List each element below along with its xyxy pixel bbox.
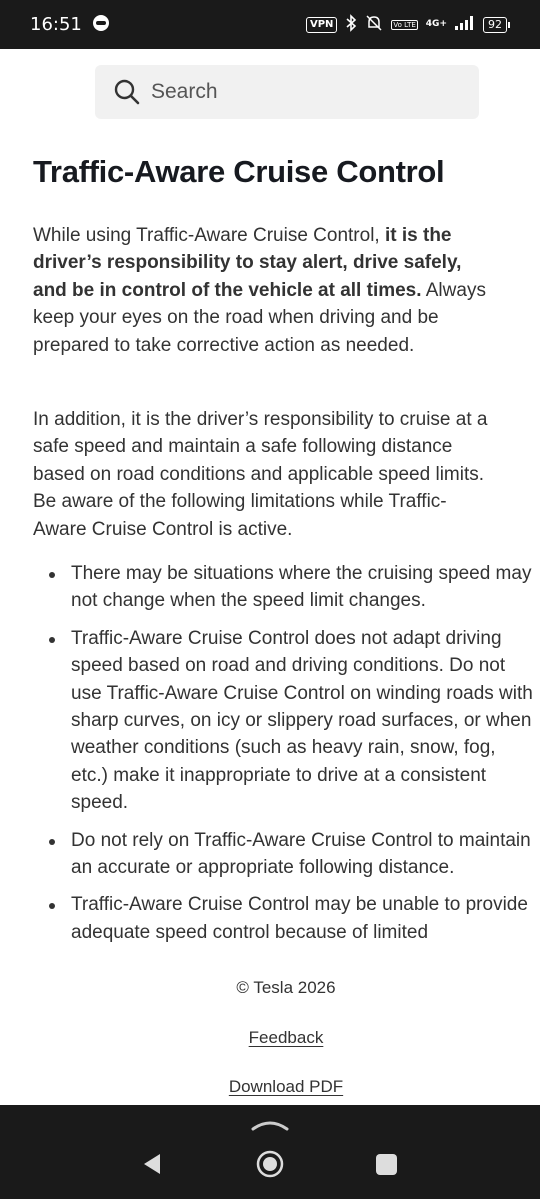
recent-apps-icon[interactable] xyxy=(376,1154,397,1175)
list-item: Traffic-Aware Cruise Control does not adapt driving speed based on road and driving conditions. Do not use Traffic-Aware Cruise Control on winding roads with sharp curves, on icy or slippery road surfaces, or when weather conditions (such as heavy rain, snow, fog, etc.) make it inappropriate to drive at a consistent speed. xyxy=(33,625,533,817)
limitations-paragraph: In addition, it is the driver’s responsibility to cruise at a safe speed and maintain a safe following distance based on road conditions and applicable speed limits. Be aware of the following limitations while Traffic-Aware Cruise Control is active. xyxy=(33,409,488,540)
feedback-link[interactable]: Feedback xyxy=(248,1028,324,1047)
volte-icon: Vo LTE xyxy=(393,20,416,29)
search-bar[interactable] xyxy=(95,65,479,119)
search-icon xyxy=(113,78,141,106)
article xyxy=(33,150,533,943)
battery-level: 92 xyxy=(483,17,507,33)
limitations-list xyxy=(33,560,533,970)
list-item: Do not rely on Traffic-Aware Cruise Control to maintain an accurate or appropriate following distance. xyxy=(33,827,533,882)
list-item: Traffic-Aware Cruise Control may be unable to provide adequate speed control because of limited xyxy=(33,891,533,946)
copyright: © Tesla 2026 xyxy=(236,978,336,997)
home-icon[interactable] xyxy=(255,1149,285,1179)
chevron-up-icon[interactable] xyxy=(251,1117,289,1131)
vpn-icon: VPN xyxy=(306,17,337,33)
signal-icon xyxy=(455,16,475,33)
mute-icon xyxy=(365,14,383,35)
network-type: 4G+ xyxy=(425,19,447,29)
app-notification-icon xyxy=(92,14,110,36)
list-item: There may be situations where the cruising speed may not change when the speed limit changes. xyxy=(33,560,533,615)
back-icon[interactable] xyxy=(142,1152,162,1176)
download-pdf-link[interactable]: Download PDF xyxy=(228,1077,344,1096)
status-bar xyxy=(0,0,540,49)
page-title: Traffic-Aware Cruise Control xyxy=(33,154,445,189)
responsibility-warning: it is the driver’s responsibility to stay alert, drive safely, and be in control of the vehicle at all times. xyxy=(33,225,462,301)
search-input[interactable] xyxy=(149,79,453,105)
clock: 16:51 xyxy=(30,14,82,35)
bluetooth-icon xyxy=(345,14,357,35)
battery-icon xyxy=(483,17,510,33)
intro-paragraph: While using Traffic-Aware Cruise Control, it is the driver’s responsibility to stay alert, drive safely, and be in control of the vehicle at all times. Always keep your eyes on the road when driving and be prepared to take corrective action as needed. xyxy=(33,225,486,356)
